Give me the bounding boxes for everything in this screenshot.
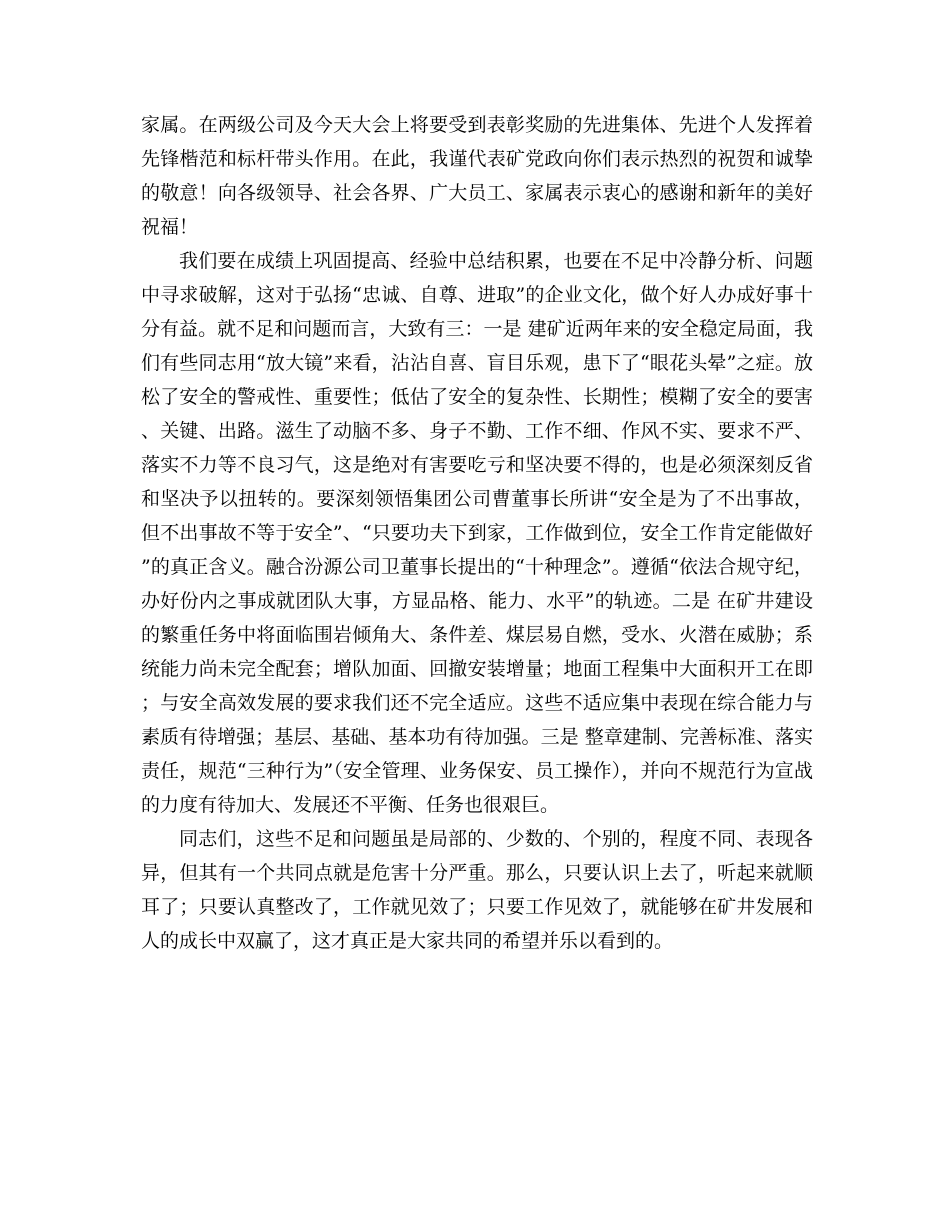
paragraph-1: 家属。在两级公司及今天大会上将要受到表彰奖励的先进集体、先进个人发挥着先锋楷范和标杆带头作用。在此，我谨代表矿党政向你们表示热烈的祝贺和诚挚的敬意！向各级领导、社会各界、广大员工、家属表示衷心的感谢和新年的美好祝福！: [141, 114, 813, 238]
paragraph-2: 我们要在成绩上巩固提高、经验中总结积累，也要在不足中冷静分析、问题中寻求破解，这对于弘扬“忠诚、自尊、进取”的企业文化，做个好人办成好事十分有益。就不足和问题而言，大致有三：一是 建矿近两年来的安全稳定局面，我们有些同志用“放大镜”来看，沾沾自喜、盲目乐观，患下了“眼花头晕”之症。放松了安全的警戒性、重要性；低估了安全的复杂性、长期性；模糊了安全的要害、关键、出路。滋生了动脑不多、身子不勤、工作不细、作风不实、要求不严、落实不力等不良习气，这是绝对有害要吃亏和坚决要不得的，也是必须深刻反省和坚决予以扭转的。要深刻领悟集团公司曹董事长所讲“安全是为了不出事故，但不出事故不等于安全”、“只要功夫下到家，工作做到位，安全工作肯定能做好”的真正含义。融合汾源公司卫董事长提出的“十种理念”。遵循“依法合规守纪，办好份内之事成就团队大事，方显品格、能力、水平”的轨迹。二是 在矿井建设的繁重任务中将面临围岩倾角大、条件差、煤层易自燃，受水、火潜在威胁；系统能力尚未完全配套；增队加面、回撤安装增量；地面工程集中大面积开工在即；与安全高效发展的要求我们还不完全适应。这些不适应集中表现在综合能力与素质有待增强；基层、基础、基本功有待加强。三是 整章建制、完善标准、落实责任，规范“三种行为”（安全管理、业务保安、员工操作），并向不规范行为宣战的力度有待加大、发展还不平衡、任务也很艰巨。: [141, 250, 813, 816]
document-body: [141, 108, 813, 958]
paragraph-3: 同志们，这些不足和问题虽是局部的、少数的、个别的，程度不同、表现各异，但其有一个共同点就是危害十分严重。那么，只要认识上去了，听起来就顺耳了；只要认真整改了，工作就见效了；只要工作见效了，就能够在矿井发展和人的成长中双赢了，这才真正是大家共同的希望并乐以看到的。: [141, 828, 813, 952]
